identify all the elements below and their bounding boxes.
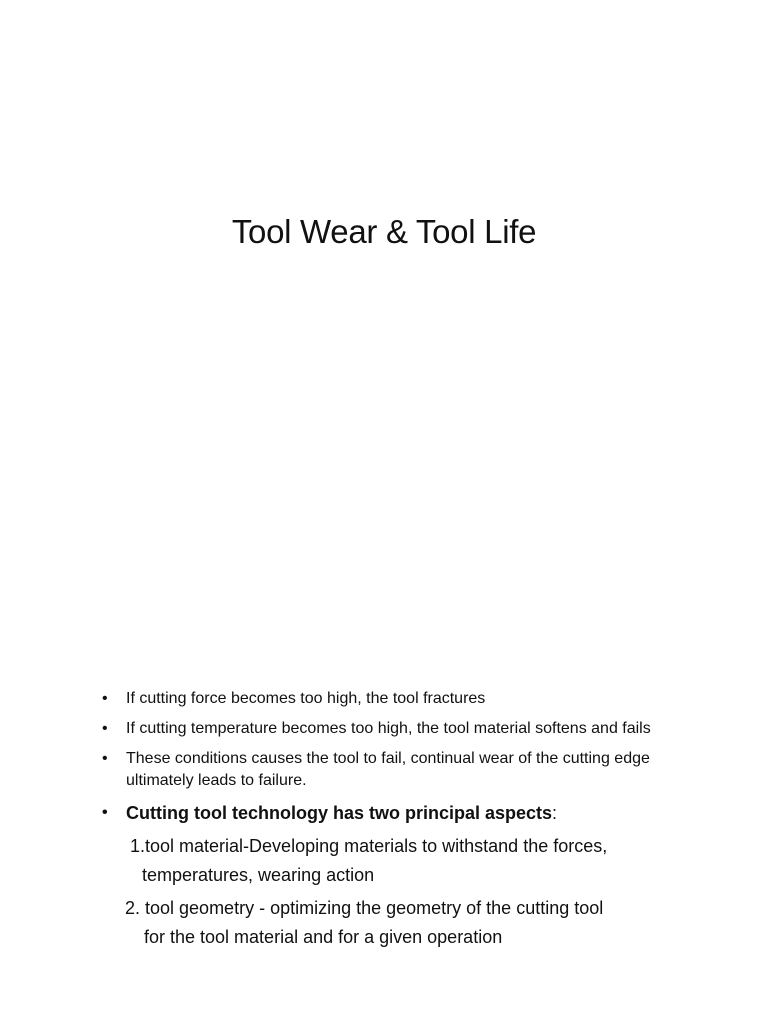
main-bullet <box>100 800 700 826</box>
bullet-text: These conditions causes the tool to fail, continual wear of the cutting edge ultimately leads to failure. <box>126 750 650 789</box>
bullet-glyph: • <box>102 720 108 737</box>
bullet-glyph: • <box>102 750 108 767</box>
sub-item-line: 1.tool material-Developing materials to withstand the forces, <box>130 836 608 856</box>
main-bullet-suffix: : <box>552 803 558 823</box>
bullet-glyph: • <box>102 804 108 821</box>
bullet-item <box>100 688 700 710</box>
bullet-list <box>100 688 700 956</box>
slide-title: Tool Wear & Tool Life <box>231 213 537 250</box>
bullet-text: If cutting temperature becomes too high, the tool material softens and fails <box>126 720 651 737</box>
bullet-glyph: • <box>102 690 108 707</box>
bullet-item <box>100 748 700 792</box>
bullet-text: If cutting force becomes too high, the tool fractures <box>126 690 486 707</box>
bullet-item <box>100 718 700 740</box>
sub-item-line: temperatures, wearing action <box>142 865 375 885</box>
sub-item-tool-geometry <box>100 894 700 952</box>
sub-item-line: for the tool material and for a given operation <box>144 927 503 947</box>
main-bullet-text: Cutting tool technology has two principal aspects <box>126 803 553 823</box>
sub-item-tool-material <box>100 832 700 890</box>
sub-item-line: 2. tool geometry - optimizing the geometry of the cutting tool <box>125 898 604 918</box>
